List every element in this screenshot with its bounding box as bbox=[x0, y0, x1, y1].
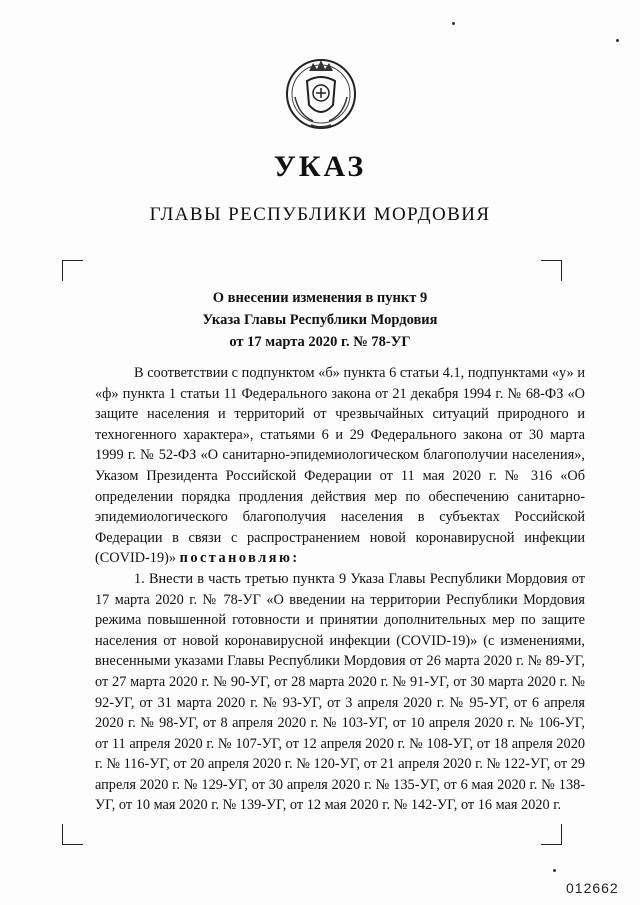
document-body bbox=[95, 363, 585, 816]
scan-speck bbox=[616, 39, 619, 42]
preamble-text: В соответствии с подпунктом «б» пункта 6 статьи 4.1, подпунктами «у» и «ф» пункта 1 статьи 11 Федерального закона от 21 декабря 1994 г. № 68-ФЗ «О защите населения и территорий от чрезвычайных ситуаций природного и техногенного характера», статьями 6 и 29 Федерального закона от 30 марта 1999 г. № 52-ФЗ «О санитарно-эпидемиологическом благополучии населения», Указом Президента Российской Федерации от 11 мая 2020 г. № 316 «Об определении порядка продления действия мер по обеспечению санитарно-эпидемиологического благополучия населения в субъектах Российской Федерации в связи с распространением новой коронавирусной инфекции (COVID-19)» bbox=[95, 365, 585, 567]
corner-mark-bottom-left bbox=[62, 824, 83, 845]
coat-of-arms-emblem bbox=[281, 53, 361, 135]
scan-speck bbox=[553, 869, 556, 872]
decree-word: постановляю: bbox=[179, 550, 300, 567]
heading-line: от 17 марта 2020 г. № 78-УГ bbox=[229, 334, 411, 350]
document-serial-number: 012662 bbox=[566, 880, 619, 896]
heading-line: Указа Главы Республики Мордовия bbox=[202, 312, 438, 328]
document-heading bbox=[0, 287, 640, 353]
corner-mark-top-right bbox=[541, 260, 562, 281]
scan-speck bbox=[452, 22, 455, 25]
corner-mark-bottom-right bbox=[541, 824, 562, 845]
paragraph-preamble bbox=[95, 363, 585, 569]
paragraph-item-1: 1. Внести в часть третью пункта 9 Указа Главы Республики Мордовия от 17 марта 2020 г. № 78-УГ «О введении на территории Республики Мордовия режима повышенной готовности и принятии дополнительных мер по защите населения от новой коронавирусной инфекции (COVID-19)» (с изменениями, внесенными указами Главы Республики Мордовия от 26 марта 2020 г. № 89-УГ, от 27 марта 2020 г. № 90-УГ, от 28 марта 2020 г. № 91-УГ, от 30 марта 2020 г. № 92-УГ, от 31 марта 2020 г. № 93-УГ, от 3 апреля 2020 г. № 95-УГ, от 6 апреля 2020 г. № 98-УГ, от 8 апреля 2020 г. № 103-УГ, от 10 апреля 2020 г. № 106-УГ, от 11 апреля 2020 г. № 107-УГ, от 12 апреля 2020 г. № 108-УГ, от 18 апреля 2020 г. № 116-УГ, от 20 апреля 2020 г. № 120-УГ, от 21 апреля 2020 г. № 122-УГ, от 29 апреля 2020 г. № 129-УГ, от 30 апреля 2020 г. № 135-УГ, от 6 мая 2020 г. № 138-УГ, от 10 мая 2020 г. № 139-УГ, от 12 мая 2020 г. № 142-УГ, от 16 мая 2020 г. bbox=[95, 570, 585, 814]
decree-title: УКАЗ bbox=[273, 150, 367, 183]
decree-subtitle: ГЛАВЫ РЕСПУБЛИКИ МОРДОВИЯ bbox=[149, 204, 491, 225]
heading-line: О внесении изменения в пункт 9 bbox=[212, 290, 428, 306]
corner-mark-top-left bbox=[62, 260, 83, 281]
